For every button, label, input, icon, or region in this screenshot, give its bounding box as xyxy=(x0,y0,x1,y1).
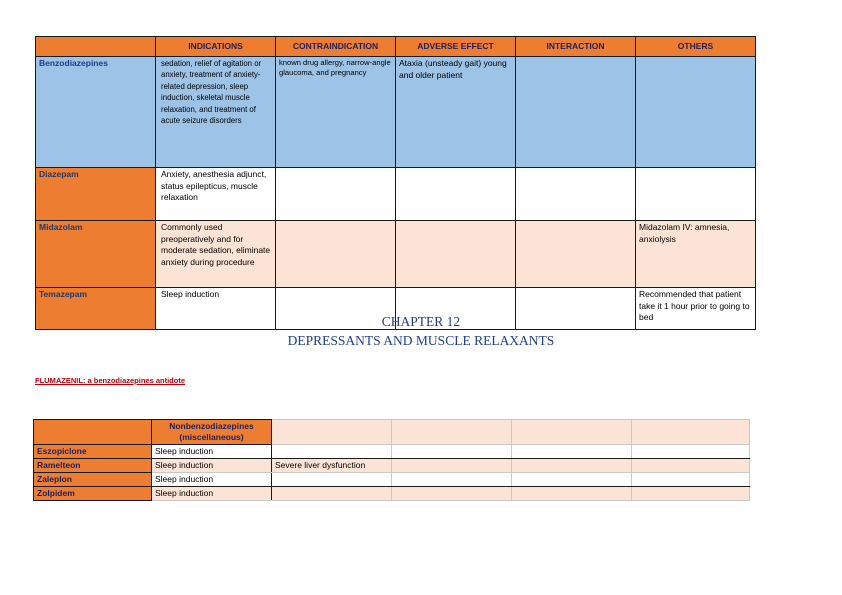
drug-name: Zaleplon xyxy=(34,473,152,487)
others-cell: Recommended that patient take it 1 hour prior to going to bed xyxy=(636,288,756,330)
contraindication-cell xyxy=(272,487,392,501)
contraindication-cell xyxy=(276,221,396,288)
header-adverse-effect: ADVERSE EFFECT xyxy=(396,37,516,57)
header-cell-empty xyxy=(392,420,512,445)
table-header-row xyxy=(36,37,756,57)
nonbenzo-table xyxy=(33,419,750,501)
flumazenil-note: FLUMAZENIL: a benzodiazepines antidote xyxy=(35,376,186,385)
table-row xyxy=(34,445,750,459)
header-cell-empty xyxy=(632,420,750,445)
empty-cell xyxy=(392,459,512,473)
indication-cell: Sleep induction xyxy=(152,487,272,501)
table-row xyxy=(34,473,750,487)
drug-name: Diazepam xyxy=(36,168,156,221)
header-others: OTHERS xyxy=(636,37,756,57)
empty-cell xyxy=(392,473,512,487)
others-cell xyxy=(636,168,756,221)
table-row xyxy=(36,168,756,221)
header-cell-blank xyxy=(36,37,156,57)
empty-cell xyxy=(512,459,632,473)
drug-name: Eszopiclone xyxy=(34,445,152,459)
drug-table xyxy=(35,36,756,330)
empty-cell xyxy=(632,487,750,501)
header-interaction: INTERACTION xyxy=(516,37,636,57)
others-cell xyxy=(636,57,756,168)
header-indications: INDICATIONS xyxy=(156,37,276,57)
drug-name: Benzodiazepines xyxy=(36,57,156,168)
contraindication-cell xyxy=(272,473,392,487)
indications-cell: Anxiety, anesthesia adjunct, status epilepticus, muscle relaxation xyxy=(156,168,276,221)
indications-cell: sedation, relief of agitation or anxiety, treatment of anxiety-related depression, sleep induction, skeletal muscle relaxation, and treatment of acute seizure disorders xyxy=(156,57,276,168)
header-cell-empty xyxy=(512,420,632,445)
indication-cell: Sleep induction xyxy=(152,445,272,459)
empty-cell xyxy=(632,473,750,487)
table-row xyxy=(36,57,756,168)
table-row xyxy=(34,487,750,501)
table-row xyxy=(36,221,756,288)
empty-cell xyxy=(512,473,632,487)
drug-name: Temazepam xyxy=(36,288,156,330)
indications-cell: Commonly used preoperatively and for moderate sedation, eliminate anxiety during procedure xyxy=(156,221,276,288)
contraindication-cell xyxy=(272,445,392,459)
indication-cell: Sleep induction xyxy=(152,459,272,473)
chapter-number: CHAPTER 12 xyxy=(381,314,461,329)
drug-name: Midazolam xyxy=(36,221,156,288)
adverse-effect-cell xyxy=(396,168,516,221)
chapter-title: DEPRESSANTS AND MUSCLE RELAXANTS xyxy=(287,333,555,348)
header-cell-empty xyxy=(272,420,392,445)
indication-cell: Sleep induction xyxy=(152,473,272,487)
contraindication-cell: Severe liver dysfunction xyxy=(272,459,392,473)
header-nonbenzodiazepines: Nonbenzodiazepines (miscellaneous) xyxy=(152,420,272,445)
interaction-cell xyxy=(516,221,636,288)
header-contraindication: CONTRAINDICATION xyxy=(276,37,396,57)
header-cell-blank xyxy=(34,420,152,445)
empty-cell xyxy=(632,445,750,459)
others-cell: Midazolam IV: amnesia, anxiolysis xyxy=(636,221,756,288)
drug-name: Ramelteon xyxy=(34,459,152,473)
contraindication-cell: known drug allergy, narrow-angle glaucoma, and pregnancy xyxy=(276,57,396,168)
empty-cell xyxy=(512,445,632,459)
empty-cell xyxy=(512,487,632,501)
table-header-row xyxy=(34,420,750,445)
interaction-cell xyxy=(516,57,636,168)
adverse-effect-cell: Ataxia (unsteady gait) young and older patient xyxy=(396,57,516,168)
interaction-cell xyxy=(516,168,636,221)
empty-cell xyxy=(632,459,750,473)
table-row xyxy=(34,459,750,473)
indications-cell: Sleep induction xyxy=(156,288,276,330)
empty-cell xyxy=(392,445,512,459)
contraindication-cell xyxy=(276,168,396,221)
empty-cell xyxy=(392,487,512,501)
drug-name: Zolpidem xyxy=(34,487,152,501)
adverse-effect-cell xyxy=(396,221,516,288)
